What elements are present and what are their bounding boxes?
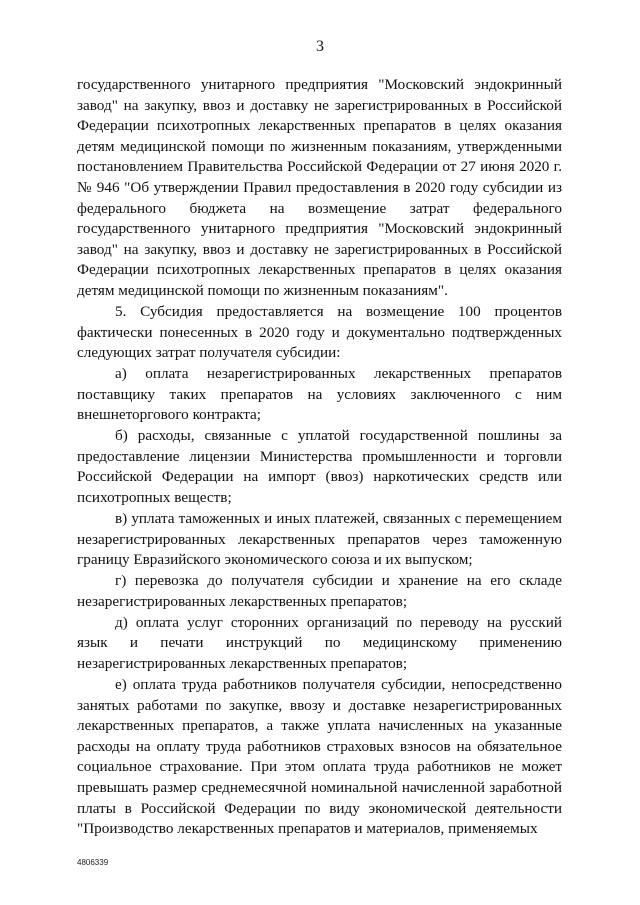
page-number: 3 — [316, 38, 324, 55]
document-footer-code: 4806339 — [77, 858, 109, 867]
list-item-d: д) оплата услуг сторонних организаций по переводу на русский язык и печати инструкций по медицинскому применению незарегистрированных лекарственных препаратов; — [77, 613, 562, 672]
list-item-e: е) оплата труда работников получателя субсидии, непосредственно занятых работами по закупке, ввозу и доставке незарегистрированных лекарственных препаратов, а также уплата начисленных на указанные расходы на оплату труда работников страховых взносов на обязательное социальное страхование. При этом оплата труда работников не может превышать размер среднемесячной номинальной начисленной заработной платы в Российской Федерации по виду экономической деятельности "Производство лекарственных препаратов и материалов, применяемых — [77, 675, 562, 838]
paragraph-clause-5: 5. Субсидия предоставляется на возмещение 100 процентов фактически понесенных в 2020 году и документально подтвержденных следующих затрат получателя субсидии: — [77, 302, 562, 362]
paragraph-continuation: государственного унитарного предприятия "Московский эндокринный завод" на закупку, ввоз и доставку не зарегистрированных в Российской Федерации психотропных лекарственных препаратов в целях оказания детям медицинской помощи по жизненным показаниям, утвержденными постановлением Правительства Российской Федерации от 27 июня 2020 г. № 946 "Об утверждении Правил предоставления в 2020 году субсидии из федерального бюджета на возмещение затрат федерального государственного унитарного предприятия "Московский эндокринный завод" на закупку, ввоз и доставку не зарегистрированных в Российской Федерации психотропных лекарственных препаратов в целях оказания детям медицинской помощи по жизненным показаниям". — [77, 76, 562, 299]
document-body — [77, 75, 562, 840]
list-item-b: б) расходы, связанные с уплатой государственной пошлины за предоставление лицензии Министерства промышленности и торговли Российской Федерации на импорт (ввоз) наркотических средств или психотропных веществ; — [77, 427, 562, 507]
list-item-v: в) уплата таможенных и иных платежей, связанных с перемещением незарегистрированных лекарственных препаратов через таможенную границу Евразийского экономического союза и их выпуском; — [77, 510, 562, 569]
list-item-g: г) перевозка до получателя субсидии и хранение на его складе незарегистрированных лекарственных препаратов; — [77, 572, 562, 610]
list-item-a: а) оплата незарегистрированных лекарственных препаратов поставщику таких препаратов на условиях заключенного с ним внешнеторгового контракта; — [77, 365, 562, 424]
